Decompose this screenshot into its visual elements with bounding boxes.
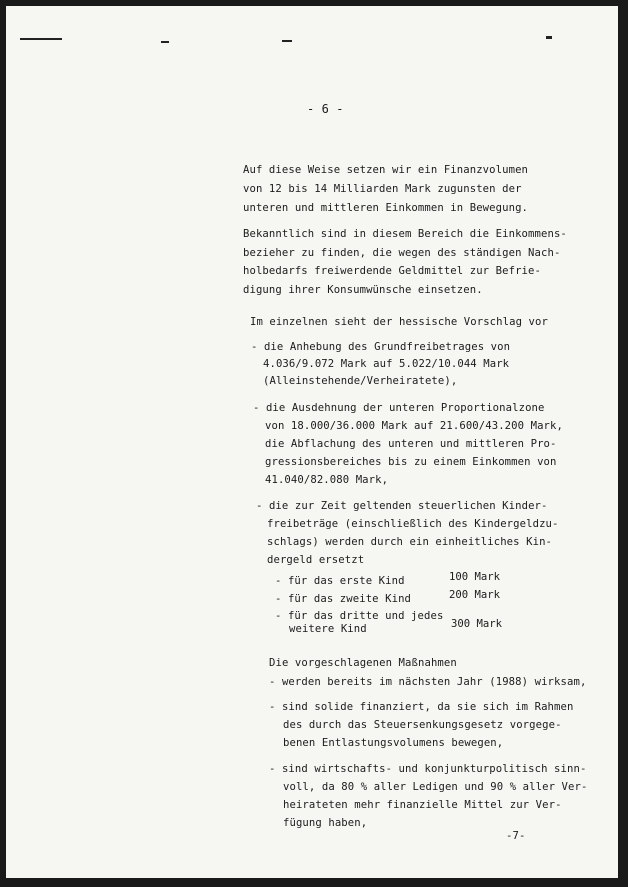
bullet-line: - die Ausdehnung der unteren Proportionalzone [253,402,545,414]
bullet-line: - die Anhebung des Grundfreibetrages von [251,341,511,353]
bullet-line: 41.040/82.080 Mark, [265,474,389,486]
document-page [6,6,618,878]
bullet-line: 4.036/9.072 Mark auf 5.022/10.044 Mark [263,358,510,370]
bullet-line: schlags) werden durch ein einheitliches Kin- [267,536,553,548]
bullet-line: die Abflachung des unteren und mittleren Pro- [265,438,557,450]
measure-line: fügung haben, [283,817,368,829]
page-number: - 6 - [307,102,344,116]
child-item-label: weitere Kind [289,623,367,635]
paragraph-line: Bekanntlich sind in diesem Bereich die Einkommens- [243,228,567,240]
child-item-label: - für das erste Kind [275,575,405,587]
paragraph-line: digung ihrer Konsumwünsche einsetzen. [243,284,483,296]
section-intro: Im einzelnen sieht der hessische Vorschlag vor [250,316,548,328]
measure-line: - sind solide finanziert, da sie sich im Rahmen [269,701,574,713]
measure-line: voll, da 80 % aller Ledigen und 90 % aller Ver- [283,781,588,793]
measure-line: des durch das Steuersenkungsgesetz vorgege- [283,719,562,731]
child-item-amount: 300 Mark [451,618,503,630]
paragraph-line: von 12 bis 14 Milliarden Mark zugunsten der [243,183,522,195]
scan-mark [282,40,292,42]
measure-line: heirateten mehr finanzielle Mittel zur Ver- [283,799,562,811]
bullet-line: dergeld ersetzt [267,554,365,566]
bullet-line: - die zur Zeit geltenden steuerlichen Kinder- [256,500,548,512]
measure-line: - werden bereits im nächsten Jahr (1988) wirksam, [269,676,587,688]
child-item-amount: 100 Mark [449,571,501,583]
paragraph-line: unteren und mittleren Einkommen in Bewegung. [243,202,529,214]
measure-line: benen Entlastungsvolumens bewegen, [283,737,504,749]
child-item-label: - für das dritte und jedes [275,610,444,622]
bullet-line: freibeträge (einschließlich des Kindergeldzu- [267,518,559,530]
paragraph-line: bezieher zu finden, die wegen des ständigen Nach- [243,247,561,259]
child-item-amount: 200 Mark [449,589,501,601]
section-intro: Die vorgeschlagenen Maßnahmen [269,657,457,669]
measure-line: - sind wirtschafts- und konjunkturpolitisch sinn- [269,763,587,775]
child-item-label: - für das zweite Kind [275,593,412,605]
scan-mark [161,41,169,43]
next-page-marker: -7- [506,830,526,842]
bullet-line: von 18.000/36.000 Mark auf 21.600/43.200 Mark, [265,420,563,432]
bullet-line: (Alleinstehende/Verheiratete), [263,375,458,387]
scan-mark [546,36,552,39]
scan-mark [20,38,62,40]
paragraph-line: Auf diese Weise setzen wir ein Finanzvolumen [243,164,529,176]
paragraph-line: holbedarfs freiwerdende Geldmittel zur Befrie- [243,265,541,277]
bullet-line: gressionsbereiches bis zu einem Einkommen von [265,456,557,468]
